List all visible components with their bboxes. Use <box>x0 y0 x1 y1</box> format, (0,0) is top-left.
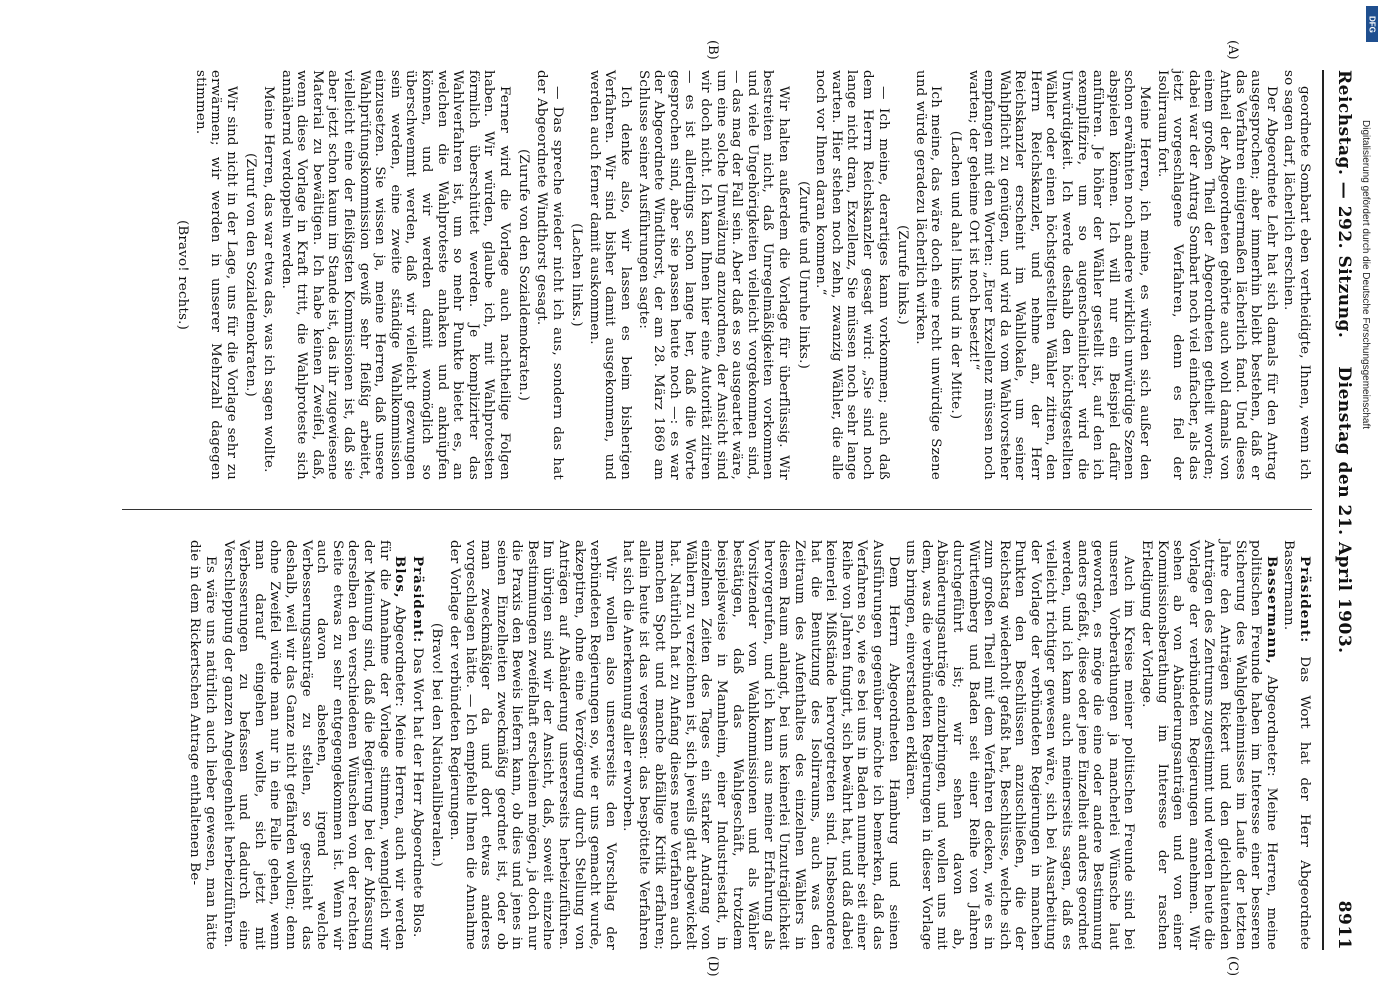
speech-text: Abgeordneter: Meine Herren, meine politischen Freunde haben im Interesse einer besseren Sicherung des Wahlgeheimnisses im Laufe der letzten Jahre den Anträgen Rickert und den gleichlautenden Anträgen des Zentrums zugestimmt und werden heute die Vorlage der verbündeten Regierungen annehmen. Wir sehen ab von Abänderungsanträgen und von einer Kommissionsberathung im Interesse der raschen Erledigung der Vorlage. <box>1139 540 1279 950</box>
digitization-credit: Digitalisierung gefördert durch die Deutsche Forschungsgemeinschaft <box>1360 120 1371 430</box>
text-paragraph: Meine Herren, das war etwa das, was ich sagen wollte. <box>261 86 276 473</box>
speaker-name: Bassermann, <box>1263 556 1280 665</box>
margin-mark-a: (A) <box>1225 40 1240 60</box>
page-header <box>1322 70 1360 950</box>
interjection: (Lachen links.) <box>569 223 585 327</box>
left-column <box>170 70 1312 480</box>
interjection: (Zurufe links.) <box>895 225 911 325</box>
text-paragraph: Meine Herren, ich meine, es würden sich außer den schon erwähnten noch andere wirklich unwürdige Szenen abspielen können. Ich will nur ein Beispiel dafür anführen. Je höher der Wähler gestellt ist, auf den ich exemplifizire, um so augenscheinlicher wird die Unwürdigkeit. Ich werde deshalb den höchstgestellten Wähler oder einen höchstgestellten Wähler zitiren, den Herrn Reichskanzler, und nehme an, der Herr Reichskanzler erscheint im Wahllokale, um seiner Wahlpflicht zu genügen, und wird da vom Wahlvorsteher empfangen mit den Worten: „Euer Exzellenz müssen noch warten; der geheime Ort ist noch besetzt!“ <box>965 70 1153 480</box>
interjection: (Bravo! bei den Nationalliberalen.) <box>429 622 445 868</box>
speaker-name: Blos, <box>392 556 409 599</box>
interjection: (Zurufe von den Sozialdemokraten.) <box>516 148 532 401</box>
right-column <box>185 540 1312 950</box>
text-paragraph: Wir sind nicht in der Lage, uns für die Vorlage sehr zu erwärmen; wir werden in unserer Mehrzahl dagegen stimmen. <box>192 70 239 480</box>
text-paragraph: Ich meine, das wäre doch eine recht unwürdige Szene und würde geradezu lächerlich wirken. <box>912 70 944 480</box>
column-divider <box>122 509 1312 510</box>
speech-text: Das Wort hat der Herr Abgeordnete Blos. <box>409 647 425 938</box>
speaker-name: Präsident: <box>1297 556 1313 644</box>
interjection: (Lachen und aha! links und in der Mitte.) <box>947 130 963 420</box>
header-session-title: Reichstag. — 292. Sitzung. <box>1334 70 1354 339</box>
speaker-paragraph <box>1281 540 1312 950</box>
text-paragraph: Es wäre uns natürlich auch lieber gewesen, man hätte die in dem Rickertschen Antrage enthaltenen Be- <box>187 540 219 950</box>
text-paragraph: Der Abgeordnete Lehr hat sich damals für den Antrag ausgesprochen; aber immerhin bleibt bestehen, daß er das Verfahren einigermaßen lächerlich fand. Und dieses Antheil der Abgeordneten gehörte auch wohl damals von einem großen Theil der Abgeordneten getheilt worden; dabei war der Antrag Sombart noch viel einfacher, als das jetzt vorgeschlagene Verfahren, denn es fiel der Isolirraum fort. <box>1154 70 1279 480</box>
header-date: Dienstag den 21. April 1903. <box>1334 366 1354 654</box>
interjection: (Zuruf von den Sozialdemokraten.) <box>243 153 259 397</box>
text-paragraph: Ich denke also, wir lassen es beim bisherigen Verfahren. Wir sind bisher damit ausgekommen, und werden auch ferner damit auskommen. <box>586 70 634 480</box>
text-paragraph: — Das spreche wieder nicht ich aus, sondern das hat der Abgeordnete Windthorst gesagt. <box>534 70 565 480</box>
text-paragraph: Wir wollen also unsererseits den Vorschlag der verbündeten Regierungen so, wie er uns gemacht wurde, akzeptiren, ohne eine Verzögerung durch Stellung von Anträgen auf Abänderung unsererseits herbeizuführen. Im übrigen sind wir der Ansicht, daß, soweit einzelne Bestimmungen zweifelhaft erscheinen mögen, ja doch nur die Praxis den Beweis liefern kann, ob dies und jenes in seinen Einzelheiten zweckmäßig geordnet ist, oder ob man zweckmäßiger da und dort etwas anderes vorgeschlagen hätte. — Ich empfehle Ihnen die Annahme der Vorlage der verbündeten Regierungen. <box>446 540 618 950</box>
text-paragraph: Wir halten außerdem die Vorlage für überflüssig. Wir bestreiten nicht, daß Unregelmäßigkeiten vorkommen und viele Ungehörigkeiten vielleicht vorgekommen sind, — das mag der Fall sein. Aber daß es so ausgeartet wäre, um eine solche Umwälzung anzuordnen, der Ansicht sind wir doch nicht. Ich kann Ihnen hier eine Autorität zitiren — es ist allerdings schon lange her, daß die Worte gesprochen sind, aber sie passen heute noch —: es war der Abgeordnete Windthorst, der am 28. März 1869 am Schlusse seiner Ausführungen sagte: <box>635 70 791 480</box>
speech-text: Abgeordneter: Meine Herren, auch wir werden für die Annahme der Vorlage stimmen, wenngleich wir der Meinung sind, daß die Regierung bei der Abfassung derselben den verschiedenen Wünschen von der rechten Seite etwas zu sehr entgegengekommen ist. Wenn wir auch davon absehen, irgend welche Verbesserungsanträge zu stellen, so geschieht das deshalb, weil wir das Ganze nicht gefährden wollen; denn ohne Zweifel würde man nur in eine Falle gehen, wenn man darauf eingehen wollte, sich jetzt mit Verbesserungen zu befassen und dadurch eine Verschleppung der ganzen Angelegenheit herbeizuführen. <box>220 540 408 950</box>
header-page-number: 8911 <box>1334 900 1354 950</box>
interjection: (Bravo! rechts.) <box>175 219 191 331</box>
text-paragraph: Auch im Kreise meiner politischen Freunde sind bei unseren Vorberathungen ja mancherlei Wünsche laut geworden, es möge die eine oder andere Bestimmung anders gefaßt, diese oder jene Einzelheit anders geordnet werden, und ich kann auch meinerseits sagen, daß es vielleicht richtiger gewesen wäre, sich bei Ausarbeitung der Vorlage der verbündeten Regierungen in manchen Punkten den Beschlüssen anzuschließen, die der Reichstag wiederholt gefaßt hat, Beschlüsse, welche sich zum großen Theil mit dem Verfahren decken, wie es in Württemberg und Baden seit einer Reihe von Jahren durchgeführt ist; wir sehen davon ab, Abänderungsanträge einzubringen, und wollen uns mit dem, was die verbündeten Regierungen in dieser Vorlage uns bringen, einverstanden erklären. <box>903 540 1137 950</box>
rotated-document-page <box>60 40 1360 977</box>
margin-mark-c: (C) <box>1225 956 1240 977</box>
text-paragraph: — Ich meine, derartiges kann vorkommen; auch daß dem Herrn Reichskanzler gesagt wird: „Sie sind noch lange nicht dran, Exzellenz, Sie müssen noch sehr lange warten. Hier stehen noch zehn, zwanzig Wähler, die alle noch vor Ihnen daran kommen.“ <box>813 70 891 480</box>
text-paragraph: geordnete Sombart eben vertheidigte, Ihnen, wenn ich so sagen darf, lächerlich erschien. <box>1281 70 1312 480</box>
text-paragraph: Ferner wird die Vorlage auch nachtheilige Folgen haben. Wir würden, glaube ich, mit Wahlprotesten förmlich überschüttet werden. Je komplizirter das Wahlverfahren ist, um so mehr Punkte bietet es, an welchen die Wahlproteste anhaken und anknüpfen können, und wir werden damit womöglich so überschwemmt werden, daß wir vielleicht gezwungen sein werden, eine zweite ständige Wahlkommission einzusetzen. Sie wissen ja, meine Herren, daß unsere Wahlprüfungskommission gewiß sehr fleißig arbeitet, vielleicht eine der fleißigsten Kommissionen ist, daß sie aber jetzt schon kaum im Stande ist, das ihr zugewiesene Material zu bewältigen. Ich habe keinen Zweifel, daß, wenn diese Vorlage in Kraft tritt, die Wahlproteste sich annähernd verdoppeln werden. <box>278 70 512 480</box>
speech-text: Das Wort hat der Herr Abgeordnete Bassermann. <box>1281 540 1312 950</box>
speaker-paragraph <box>220 540 407 950</box>
text-paragraph: Dem Herrn Abgeordneten Hamburg und seinen Ausführungen gegenüber möchte ich bemerken, daß das Verfahren so, wie es bei uns in Baden nunmehr seit einer Reihe von Jahren fungirt, sich bewährt hat, und daß dabei keinerlei Mißstände hervorgetreten sind. Insbesondere hat die Benutzung des Isolirraums, auch was den Zeitraum des Aufenthaltes des einzelnen Wählers in diesem Raum anlangt, bei uns keinerlei Unzuträglichkeit hervorgerufen, und ich kann aus meiner Erfahrung als Vorsitzender von Wahlkommissionen und als Wähler bestätigen, daß das Wahlgeschäft, trotzdem beispielsweise in Mannheim, einer Industriestadt, in einzelnen Zeiten des Tages ein starker Andrang von Wählern zu verzeichnen ist, sich jeweils glatt abgewickelt hat. Natürlich hat zu Anfang dieses neue Verfahren auch manchen Spott und manche abfällige Kritik erfahren; allein heute ist das vergessen: das bespöttelte Verfahren hat sich die Anerkennung aller erworben. <box>620 540 901 950</box>
speaker-paragraph <box>1138 540 1278 950</box>
dfg-logo: DFG <box>1366 6 1378 42</box>
speaker-paragraph <box>409 540 425 950</box>
margin-mark-b: (B) <box>705 40 720 60</box>
speaker-name: Präsident: <box>409 556 426 644</box>
interjection: (Zurufe und Unruhe links.) <box>795 181 811 369</box>
margin-mark-d: (D) <box>705 956 720 977</box>
